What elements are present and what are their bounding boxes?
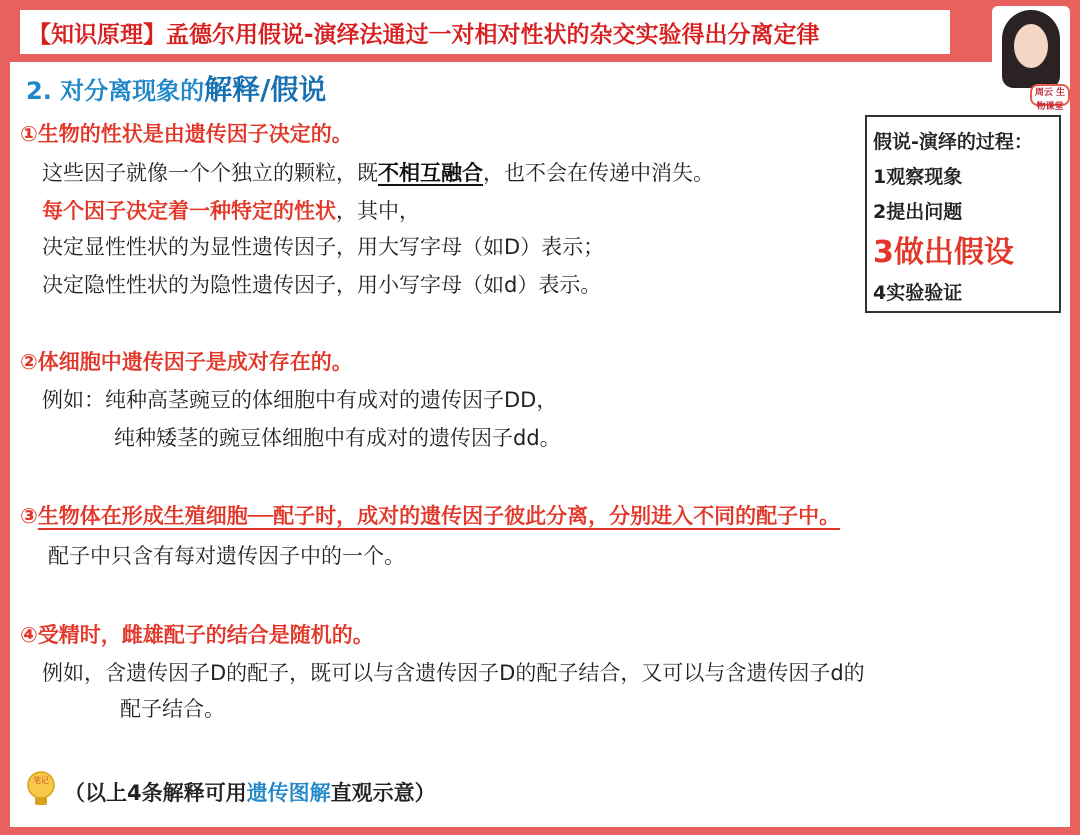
page-title: 【知识原理】孟德尔用假说-演绎法通过一对相对性状的杂交实验得出分离定律 xyxy=(20,10,950,54)
sidebox-heading: 假说-演绎的过程： xyxy=(873,131,1033,153)
note-icon-label: 笔记 xyxy=(33,776,49,785)
point2-line2: 纯种矮茎的豌豆体细胞中有成对的遗传因子dd。 xyxy=(114,426,561,450)
point1-line3: 决定显性性状的为显性遗传因子，用大写字母（如D）表示； xyxy=(42,235,605,259)
sidebox-step1: 1观察现象 xyxy=(873,166,963,188)
note-text-emph: 遗传图解 xyxy=(246,781,331,805)
section-title xyxy=(26,68,326,108)
avatar-badge: 周云 生物课堂 xyxy=(1030,84,1070,106)
section-title-prefix: 2. 对分离现象的 xyxy=(26,77,205,105)
lightbulb-note-icon xyxy=(26,771,56,809)
point3-num: ③ xyxy=(20,504,38,528)
sidebox-step4: 4实验验证 xyxy=(873,282,963,304)
point1-line2 xyxy=(42,195,420,225)
point2-line1: 例如：纯种高茎豌豆的体细胞中有成对的遗传因子DD， xyxy=(42,388,558,412)
note-text xyxy=(64,777,436,807)
point1-line1 xyxy=(42,157,714,187)
point1-line2-b: ，其中， xyxy=(336,199,420,223)
point1-line1-a: 这些因子就像一个个独立的颗粒，既 xyxy=(42,161,378,185)
teacher-avatar xyxy=(992,6,1070,112)
point1-title: ①生物的性状是由遗传因子决定的。 xyxy=(20,122,353,146)
point4-title xyxy=(20,619,374,649)
point1-line1-c: ，也不会在传递中消失。 xyxy=(483,161,714,185)
content-panel xyxy=(10,62,1070,827)
sidebox-step2: 2提出问题 xyxy=(873,201,963,223)
hypothesis-deduction-box xyxy=(865,115,1061,313)
point4-num: ④ xyxy=(20,623,38,647)
point4-title-text: 受精时，雌雄配子的结合是随机的。 xyxy=(37,623,374,647)
point1-line1-emph: 不相互融合 xyxy=(378,161,483,185)
point4-line1: 例如，含遗传因子D的配子，既可以与含遗传因子D的配子结合，又可以与含遗传因子d的 xyxy=(42,661,865,685)
point2-num: ② xyxy=(20,350,38,374)
point1-line4: 决定隐性性状的为隐性遗传因子，用小写字母（如d）表示。 xyxy=(42,273,602,297)
point2-title-text: 体细胞中遗传因子是成对存在的。 xyxy=(37,350,353,374)
point1-line2-emph: 每个因子决定着一种特定的性状 xyxy=(42,199,336,223)
point3-line1: 配子中只含有每对遗传因子中的一个。 xyxy=(48,544,405,568)
point3-title xyxy=(20,500,840,530)
note-text-a: （以上4条解释可用 xyxy=(64,781,247,805)
note-text-c: 直观示意） xyxy=(330,781,436,805)
point3-title-text: 生物体在形成生殖细胞──配子时，成对的遗传因子彼此分离，分别进入不同的配子中。 xyxy=(37,504,841,528)
section-title-emphasis: 解释/假说 xyxy=(204,73,327,106)
point4-line2: 配子结合。 xyxy=(120,697,225,721)
sidebox-step3: 3做出假设 xyxy=(873,235,1014,270)
point2-title xyxy=(20,346,353,376)
